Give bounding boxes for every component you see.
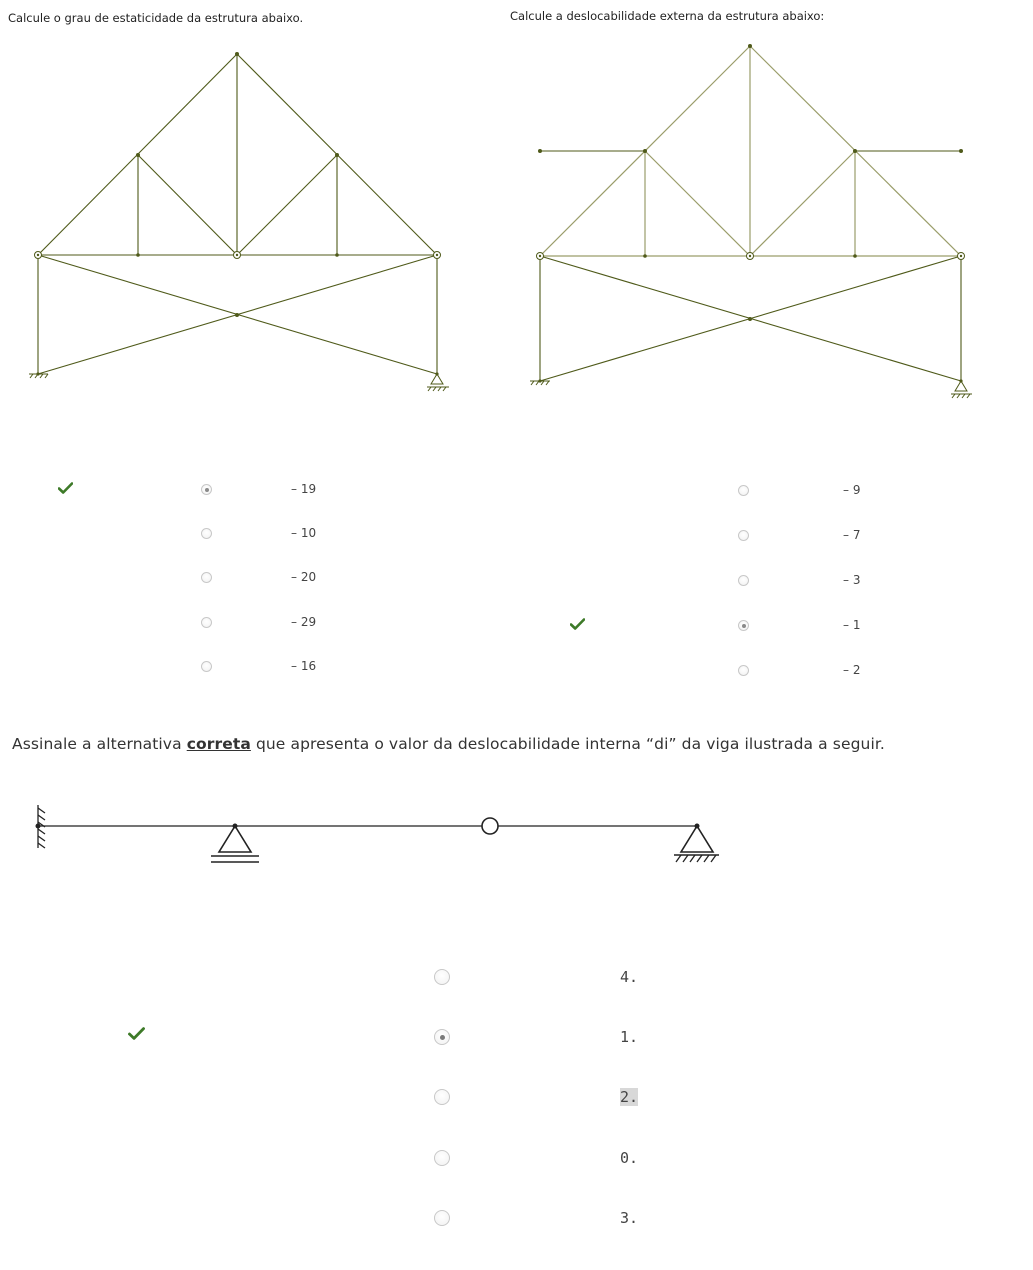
q2-option-1-radio[interactable] [738,485,749,496]
q2-option-5-label: – 2 [843,663,861,677]
question-3-prompt [12,735,885,753]
question-1-prompt: Calcule o grau de estaticidade da estrutura abaixo. [8,11,304,25]
q2-option-4-radio[interactable] [738,620,749,631]
q2-option-4-label: – 1 [843,618,861,632]
q3-option-1-radio[interactable] [434,969,450,985]
q1-option-5-radio[interactable] [201,661,212,672]
q3-option-4-radio[interactable] [434,1150,450,1166]
q2-option-3-radio[interactable] [738,575,749,586]
q1-option-1-label: – 19 [291,482,317,496]
checkmark-icon [58,482,73,494]
q1-option-3-radio[interactable] [201,572,212,583]
q2-option-3-label: – 3 [843,573,861,587]
q3-option-4-label: 0. [620,1149,639,1167]
q3-option-3-radio[interactable] [434,1089,450,1105]
q3-option-5-radio[interactable] [434,1210,450,1226]
q2-option-1-label: – 9 [843,483,861,497]
q3-option-1-label: 4. [620,968,639,986]
question-3-prompt-after: que apresenta o valor da deslocabilidade interna “di” da viga ilustrada a seguir. [250,735,885,753]
q2-option-2-label: – 7 [843,528,861,542]
question-3-prompt-emphasis: correta [186,735,251,753]
question-3-prompt-before: Assinale a alternativa [12,735,187,753]
q1-option-2-radio[interactable] [201,528,212,539]
q1-option-4-label: – 29 [291,615,317,629]
q1-option-2-label: – 10 [291,526,317,540]
question-2-prompt: Calcule a deslocabilidade externa da estrutura abaixo: [510,9,825,23]
q3-option-5-label: 3. [620,1209,639,1227]
q3-option-2-label: 1. [620,1028,639,1046]
q1-option-1-radio[interactable] [201,484,212,495]
q2-option-5-radio[interactable] [738,665,749,676]
q2-option-2-radio[interactable] [738,530,749,541]
checkmark-icon [128,1027,145,1040]
q1-option-3-label: – 20 [291,570,317,584]
q1-option-5-label: – 16 [291,659,317,673]
q3-option-3-label: 2. [620,1088,639,1106]
q1-option-4-radio[interactable] [201,617,212,628]
checkmark-icon [570,618,585,630]
q3-option-2-radio[interactable] [434,1029,450,1045]
